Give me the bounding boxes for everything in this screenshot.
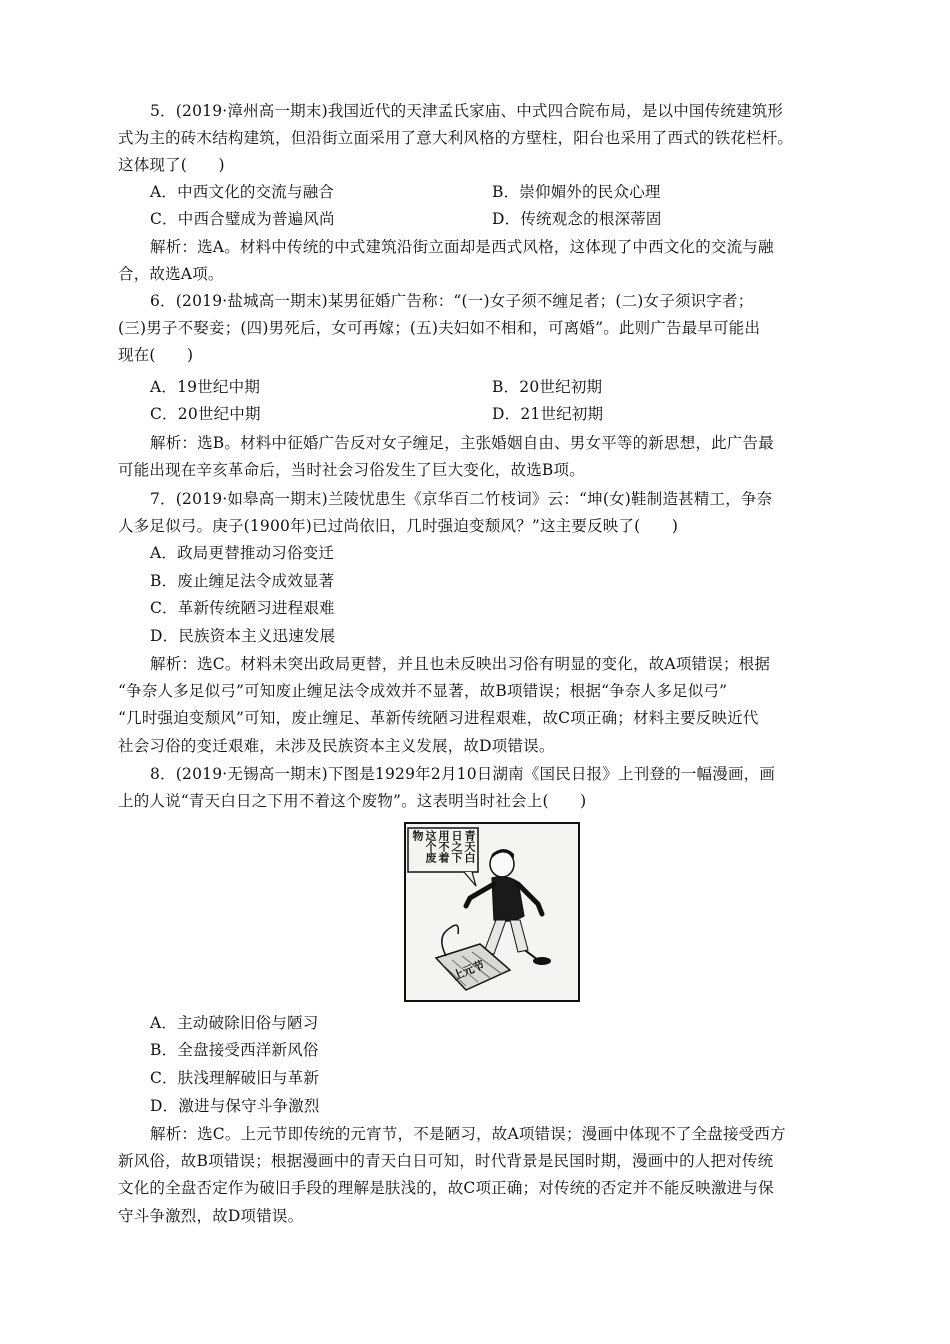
- figure-trousers-left: [484, 920, 506, 954]
- q7-option-c: C．革新传统陋习进程艰难: [150, 599, 335, 617]
- q5-stem-line-1: 5．(2019·漳州高一期末)我国近代的天津孟氏家庙、中式四合院布局，是以中国传统建筑形: [150, 102, 784, 120]
- q8-analysis-line-3: 文化的全盘否定作为破旧手段的理解是肤浅的，故C项正确；对传统的否定并不能反映激进与保: [118, 1179, 774, 1197]
- bubble-text-col-5: 物: [411, 830, 424, 841]
- q7-analysis-line-2: “争奈人多足似弓”可知废止缠足法令成效并不显著，故B项错误；根据“争奈人多足似弓”: [118, 682, 728, 700]
- q7-analysis-line-1: 解析：选C。材料未突出政局更替，并且也未反映出习俗有明显的变化，故A项错误；根据: [150, 655, 771, 673]
- q5-analysis-line-2: 合，故选A项。: [118, 265, 224, 283]
- q7-analysis-line-4: 社会习俗的变迁艰难，未涉及民族资本主义发展，故D项错误。: [118, 737, 555, 755]
- q8-analysis-line-4: 守斗争激烈，故D项错误。: [118, 1207, 304, 1225]
- q5-analysis-line-1: 解析：选A。材料中传统的中式建筑沿街立面却是西式风格，这体现了中西文化的交流与融: [150, 238, 774, 256]
- bubble-text-col-2: 日之下: [450, 830, 463, 863]
- q5-option-c: C．中西合璧成为普遍风尚: [150, 210, 335, 228]
- q8-option-c: C．肤浅理解破旧与革新: [150, 1069, 320, 1087]
- lantern-label: 上元节: [450, 958, 487, 983]
- q5-option-d: D．传统观念的根深蒂固: [492, 210, 662, 228]
- bubble-text-col-4: 这个废: [424, 830, 437, 863]
- cartoon-image: [404, 822, 580, 1002]
- q6-analysis-line-2: 可能出现在辛亥革命后，当时社会习俗发生了巨大变化，故选B项。: [118, 461, 585, 479]
- q6-option-d: D．21世纪初期: [492, 405, 604, 423]
- q6-stem-line-2: (三)男子不娶妾；(四)男死后，女可再嫁；(五)夫妇如不相和，可离婚”。此则广告最早可能出: [118, 319, 761, 337]
- q6-option-c: C．20世纪中期: [150, 405, 261, 423]
- q7-option-b: B．废止缠足法令成效显著: [150, 572, 335, 590]
- q5-stem-line-3: 这体现了( ): [118, 156, 225, 174]
- figure-trousers-right: [510, 920, 528, 952]
- figure-right-shoe: [533, 957, 551, 965]
- q7-stem-line-2: 人多足似弓。庚子(1900年)已过尚依旧，几时强迫变颓风？”这主要反映了( ): [118, 517, 679, 535]
- q8-option-d: D．激进与保守斗争激烈: [150, 1097, 320, 1115]
- q6-stem-line-1: 6．(2019·盐城高一期末)某男征婚广告称：“(一)女子须不缠足者；(二)女子须识字者；: [150, 292, 754, 310]
- q5-stem-line-2: 式为主的砖木结构建筑，但沿街立面采用了意大利风格的方壁柱，阳台也采用了西式的铁花栏杆。: [118, 129, 794, 147]
- q6-option-a: A．19世纪中期: [150, 378, 261, 396]
- q8-stem-line-2: 上的人说“青天白日之下用不着这个废物”。这表明当时社会上( ): [118, 792, 587, 810]
- q7-option-a: A．政局更替推动习俗变迁: [150, 544, 335, 562]
- q6-stem-line-3: 现在( ): [118, 346, 194, 364]
- bubble-text-col-1: 青天白: [463, 830, 476, 863]
- q8-analysis-line-1: 解析：选C。上元节即传统的元宵节，不是陋习，故A项错误；漫画中体现不了全盘接受西方: [150, 1125, 786, 1143]
- q6-analysis-line-1: 解析：选B。材料中征婚广告反对女子缠足，主张婚姻自由、男女平等的新思想，此广告最: [150, 434, 774, 452]
- speech-bubble-tail: [464, 872, 476, 886]
- figure-left-arm: [466, 884, 494, 906]
- q5-option-a: A．中西文化的交流与融合: [150, 183, 335, 201]
- q6-option-b: B．20世纪初期: [492, 378, 603, 396]
- q7-stem-line-1: 7．(2019·如皋高一期末)兰陵忧患生《京华百二竹枝词》云：“坤(女)鞋制造甚精工，争奈: [150, 490, 773, 508]
- q8-option-a: A．主动破除旧俗与陋习: [150, 1014, 319, 1032]
- q7-analysis-line-3: “几时强迫变颓风”可知，废止缠足、革新传统陋习进程艰难，故C项正确；材料主要反映近代: [118, 709, 759, 727]
- q8-analysis-line-2: 新风俗，故B项错误；根据漫画中的青天白日可知，时代背景是民国时期，漫画中的人把对传统: [118, 1152, 774, 1170]
- q5-option-b: B．崇仰媚外的民众心理: [492, 183, 661, 201]
- q8-option-b: B．全盘接受西洋新风俗: [150, 1041, 319, 1059]
- q7-option-d: D．民族资本主义迅速发展: [150, 627, 336, 645]
- bubble-text-col-3: 用不着: [437, 830, 450, 863]
- q8-stem-line-1: 8．(2019·无锡高一期末)下图是1929年2月10日湖南《国民日报》上刊登的一幅漫画，画: [150, 765, 776, 783]
